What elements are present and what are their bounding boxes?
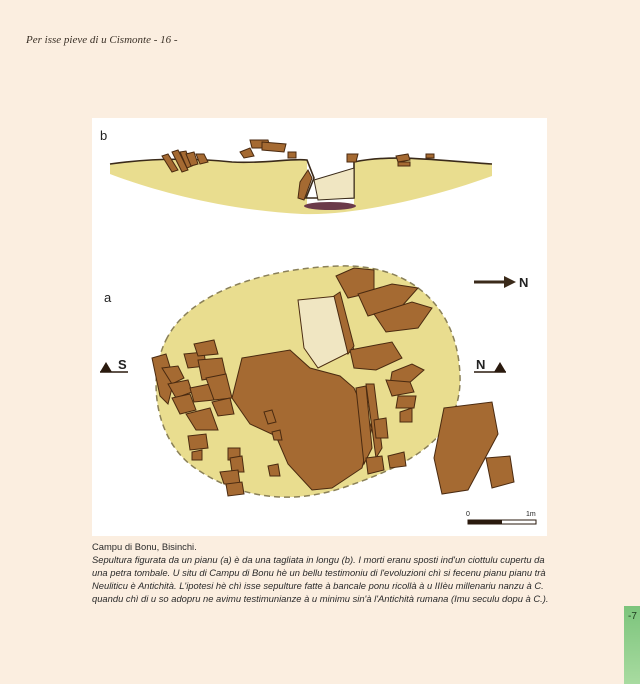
label-b: b <box>100 128 108 143</box>
north-arrow-icon <box>474 276 516 288</box>
south-marker-label: S <box>118 357 127 372</box>
caption-title: Campu di Bonu, Bisinchi. <box>92 541 197 552</box>
figure-caption <box>92 540 554 605</box>
scale-bar <box>468 520 536 524</box>
page-number: -7 <box>628 611 637 622</box>
label-a: a <box>104 290 112 305</box>
north-marker-label: N <box>476 357 486 372</box>
north-arrow-label: N <box>519 275 529 290</box>
scale-end: 1m <box>526 511 536 518</box>
site-plan-figure <box>92 118 547 536</box>
section-profile <box>110 140 492 214</box>
running-header: Per isse pieve di u Cismonte - 16 - <box>26 34 178 46</box>
figure-drawing <box>92 118 547 536</box>
scale-start: 0 <box>466 511 470 518</box>
caption-body: Sepultura figurata da un pianu (a) è da una tagliata in longu (b). I morti eranu sposti ind'un ciottulu cupertu da una petra tombale. U situ di Campu di Bonu hè un bellu testimoniu di l'evoluzioni chì si fecenu pianu pianu trà Neuliticu è Antichità. L'ipotesi hè chì isse sepulture fatte à bancale ponu ricollà à u IIIèu millenariu nanzu à C. quandu chì di u so adopru ne avimu testimunianze à u minimu sin'à l'Antichità rumana (Imu seculu dopu à C.). <box>92 554 549 604</box>
